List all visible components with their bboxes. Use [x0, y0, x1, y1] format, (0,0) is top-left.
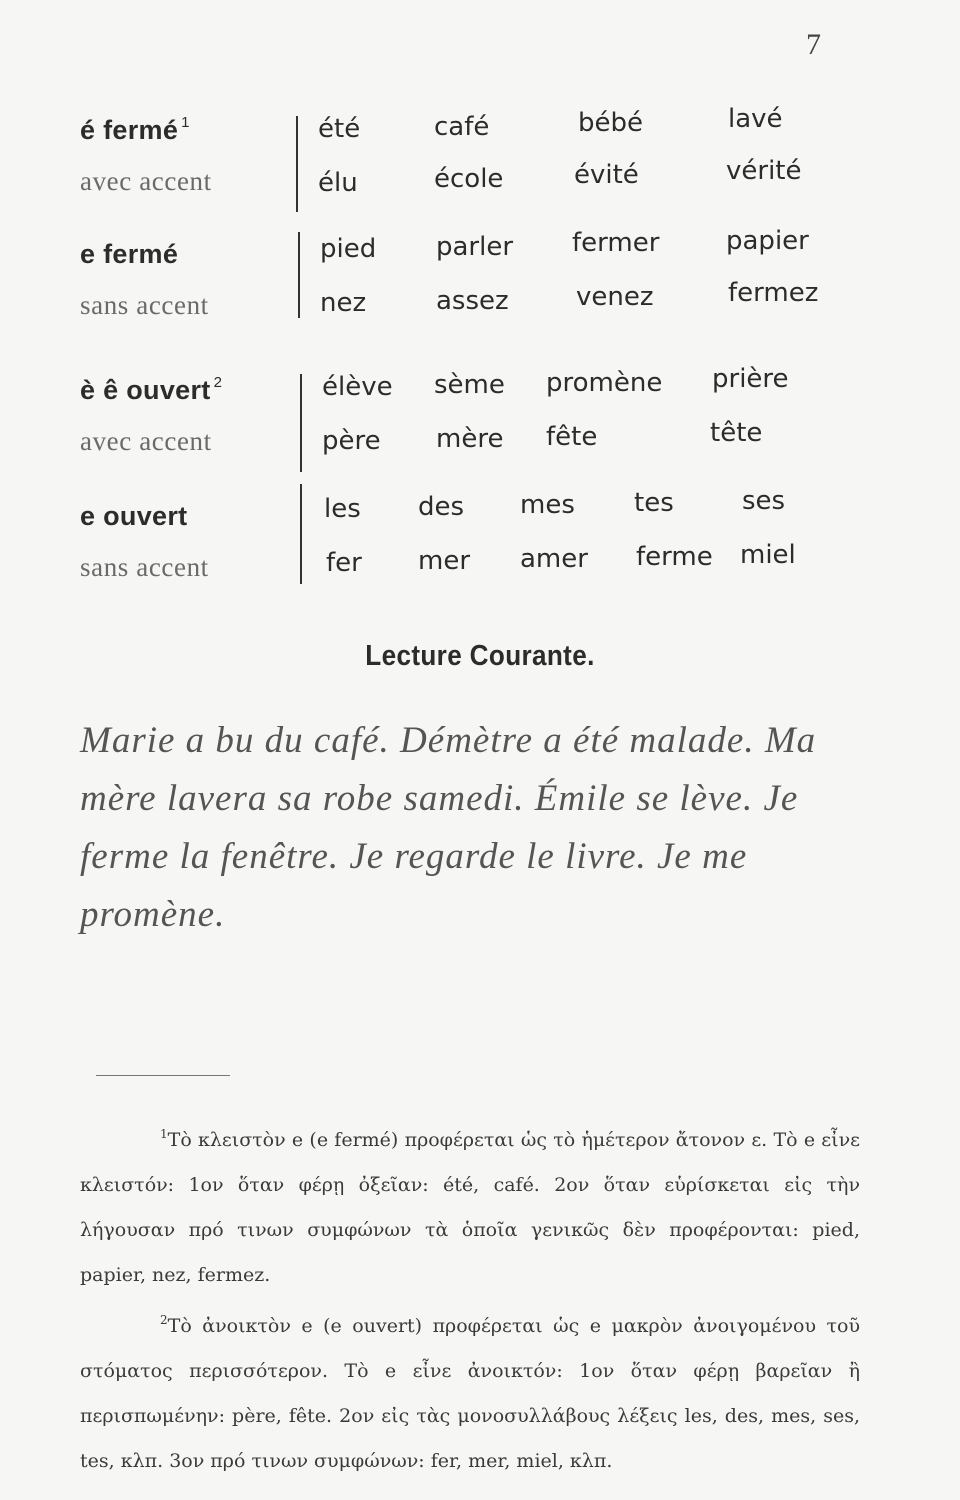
word: les: [324, 494, 361, 524]
group-label: [80, 238, 181, 270]
column-divider: [300, 484, 302, 584]
word: prière: [712, 364, 789, 394]
footnote-1: [80, 1112, 860, 1298]
column-divider: [298, 232, 300, 318]
word: mes: [520, 490, 575, 520]
word: café: [434, 112, 490, 142]
word: mer: [418, 546, 471, 576]
word: fer: [326, 548, 362, 578]
word: fête: [546, 422, 598, 452]
word: élève: [322, 372, 393, 402]
word: tête: [710, 418, 763, 448]
word: père: [322, 426, 381, 456]
group-sublabel: sans accent: [80, 290, 209, 320]
word: venez: [576, 282, 654, 312]
column-divider: [296, 116, 298, 212]
group-sublabel: avec accent: [80, 426, 212, 456]
word: été: [318, 114, 361, 144]
footnote-2: [80, 1298, 860, 1484]
word: mère: [436, 424, 504, 454]
footnote-text: Τὸ κλειστὸν e (e fermé) προφέρεται ὡς τὸ ἡμέτερον ἄτονον ε. Τὸ e εἶνε κλειστόν: 1ον ὅταν φέρῃ ὀξεῖαν: été, café. 2ον ὅταν εὑρίσκεται εἰς τὴν λήγουσαν πρό τινων συμφώνων τὰ ὁποῖα γενικῶς δὲν προφέρονται: pied, papier, nez, fermez.: [80, 1129, 860, 1286]
word: amer: [520, 544, 588, 574]
group-label-text: e ouvert: [80, 501, 188, 531]
footnote-marker: 1: [160, 1127, 168, 1141]
group-label-text: e fermé: [80, 239, 179, 269]
group-sublabel: avec accent: [80, 166, 212, 196]
word: papier: [726, 226, 809, 256]
group-label: [80, 114, 190, 146]
word: des: [418, 492, 465, 522]
word: nez: [320, 288, 367, 318]
footnote-ref: 2: [213, 374, 223, 391]
word: ferme: [636, 542, 713, 572]
page-number: 7: [806, 28, 821, 61]
footnote-text: Τὸ ἀνοικτὸν e (e ouvert) προφέρεται ὡς e μακρὸν ἀνοιγομένου τοῦ στόματος περισσότερον. Τὸ e εἶνε ἀνοικτόν: 1ον ὅταν φέρῃ βαρεῖαν ἢ περισπωμένην: père, fête. 2ον εἰς τὰς μονοσυλλάβους λέξεις les, des, mes, ses, tes, κλπ. 3ον πρό τινων συμφώνων: fer, mer, miel, κλπ.: [80, 1315, 860, 1472]
word: lavé: [728, 104, 783, 134]
reading-passage: Marie a bu du café. Démètre a été malade. Ma mère lavera sa robe samedi. Émile se lève. Je ferme la fenêtre. Je regarde le livre. Je me promène.: [80, 720, 817, 935]
footnote-ref: 1: [181, 114, 190, 131]
word: tes: [634, 488, 674, 518]
word: vérité: [726, 156, 802, 186]
group-label: [80, 500, 190, 532]
footnotes: [80, 1112, 860, 1484]
word: assez: [436, 286, 509, 316]
section-heading: Lecture Courante.: [365, 640, 595, 672]
word: école: [434, 164, 504, 194]
word: évité: [574, 160, 639, 190]
word: parler: [436, 232, 514, 262]
column-divider: [300, 374, 302, 472]
word: miel: [740, 540, 796, 570]
word: fermez: [728, 278, 819, 308]
group-label: [80, 374, 222, 406]
word: sème: [434, 370, 505, 400]
footnote-marker: 2: [160, 1313, 168, 1327]
footnote-divider: [96, 1075, 230, 1076]
word: bébé: [578, 108, 643, 138]
word: promène: [546, 368, 663, 398]
group-label-text: é fermé: [80, 115, 179, 145]
group-label-text: è ê ouvert: [80, 375, 211, 405]
word: ses: [742, 486, 786, 516]
group-sublabel: sans accent: [80, 552, 209, 582]
word: pied: [320, 234, 377, 264]
word: fermer: [572, 228, 660, 258]
word: élu: [318, 168, 358, 198]
